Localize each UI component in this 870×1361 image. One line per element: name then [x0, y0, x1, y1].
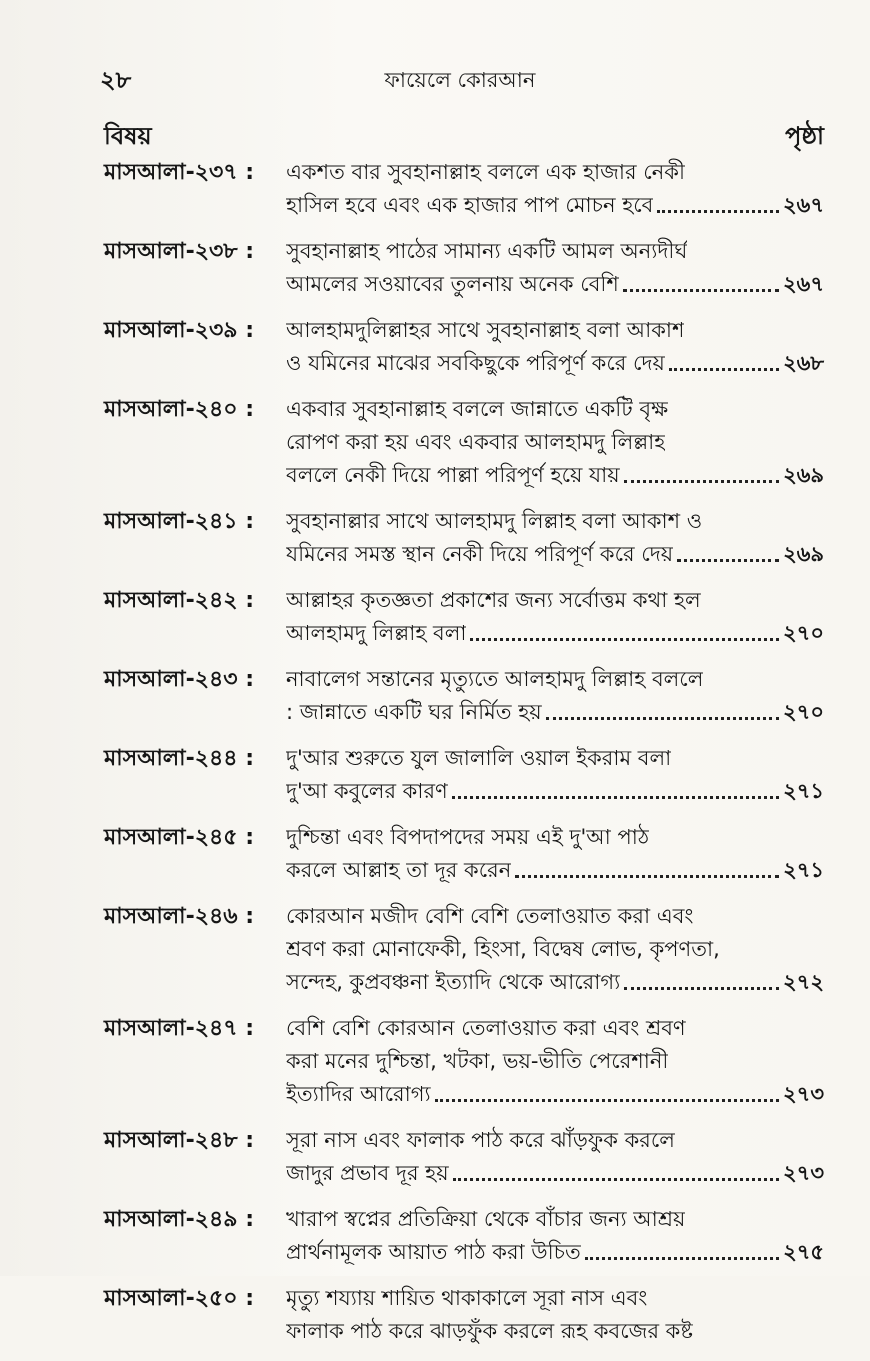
entry-line-text: দু'আ কবুলের কারণ: [286, 779, 448, 803]
entry-text: [286, 156, 824, 222]
entry-line: [286, 1282, 824, 1315]
entry-line: [286, 156, 824, 189]
toc-entry: [104, 742, 824, 808]
entry-text: [286, 1282, 824, 1348]
entry-line-text: সন্দেহ, কুপ্রবঞ্চনা ইত্যাদি থেকে আরোগ্য: [286, 970, 621, 994]
entry-line-text: : জান্নাতে একটি ঘর নির্মিত হয়: [286, 700, 542, 724]
entry-page-number: ২৭৩: [783, 1161, 824, 1185]
toc-entry: [104, 821, 824, 887]
dot-leader: [657, 189, 779, 222]
entry-line: [286, 1012, 824, 1045]
entry-line: [286, 584, 824, 617]
page-header: [100, 62, 820, 92]
entry-line-text: দু'আর শুরুতে যুল জালালি ওয়াল ইকরাম বলা: [286, 746, 672, 770]
entry-line-text: বললে নেকী দিয়ে পাল্লা পরিপূর্ণ হয়ে যায়: [286, 463, 620, 487]
dot-leader: [515, 854, 779, 887]
dot-leader: [435, 1078, 779, 1111]
entry-page-number: ২৬৭: [783, 272, 824, 296]
entry-page-number: ২৭২: [783, 970, 824, 994]
entry-line: [286, 933, 824, 966]
entry-line-text: দুশ্চিন্তা এবং বিপদাপদের সময় এই দু'আ পাঠ: [286, 825, 650, 849]
entry-line-text: আল্লাহর কৃতজ্ঞতা প্রকাশের জন্য সর্বোত্তম কথা হল: [286, 588, 701, 612]
toc-entry: [104, 314, 824, 380]
toc-entry: [104, 1012, 824, 1111]
entry-label: মাসআলা-২৪২ :: [104, 588, 255, 613]
entry-page-number: ২৭০: [783, 700, 824, 724]
entry-line-text: সুবহানাল্লাহ পাঠের সামান্য একটি আমল অন্যদীর্ঘ: [286, 239, 688, 263]
entry-line: [286, 1203, 824, 1236]
toc-entry: [104, 584, 824, 650]
toc-entry: [104, 505, 824, 571]
entry-line-text: ইত্যাদির আরোগ্য: [286, 1082, 431, 1106]
entry-label: মাসআলা-২৪৪ :: [104, 746, 255, 771]
entry-line: [286, 900, 824, 933]
entry-line-text: আলহামদু লিল্লাহ বলা: [286, 621, 467, 645]
entry-line: [286, 663, 824, 696]
subject-heading: বিষয়: [104, 122, 152, 150]
entry-line: [286, 459, 824, 492]
dot-leader: [470, 617, 779, 650]
entry-line: [286, 1124, 824, 1157]
entry-line-text: হাসিল হবে এবং এক হাজার পাপ মোচন হবে: [286, 193, 654, 217]
entry-line-text: কোরআন মজীদ বেশি বেশি তেলাওয়াত করা এবং: [286, 904, 694, 928]
entry-text: [286, 1124, 824, 1190]
entry-line-text: ফালাক পাঠ করে ঝাড়ফুঁক করলে রূহ কবজের কষ্ট: [286, 1319, 693, 1343]
entry-line-text: সূরা নাস এবং ফালাক পাঠ করে ঝাঁড়ফুক করলে: [286, 1128, 675, 1152]
entry-label: মাসআলা-২৪৬ :: [104, 904, 255, 929]
entry-page-number: ২৬৯: [783, 463, 824, 487]
toc-entry: [104, 1203, 824, 1269]
entry-page-number: ২৭০: [783, 621, 824, 645]
entry-line: [286, 538, 824, 571]
entry-page-number: ২৬৯: [783, 542, 824, 566]
entry-line-text: নাবালেগ সন্তানের মৃত্যুতে আলহামদু লিল্লাহ বললে: [286, 667, 704, 691]
entry-line-text: খারাপ স্বপ্নের প্রতিক্রিয়া থেকে বাঁচার জন্য আশ্রয়: [286, 1207, 686, 1231]
entry-line-text: যমিনের সমস্ত স্থান নেকী দিয়ে পরিপূর্ণ করে দেয়: [286, 542, 674, 566]
entry-line-text: রোপণ করা হয় এবং একবার আলহামদু লিল্লাহ: [286, 430, 666, 454]
entry-page-number: ২৬৭: [783, 193, 824, 217]
entry-line: [286, 314, 824, 347]
entry-label: মাসআলা-২৪৩ :: [104, 667, 255, 692]
entry-text: [286, 900, 824, 999]
entry-text: [286, 505, 824, 571]
entry-label: মাসআলা-২৪৮ :: [104, 1128, 255, 1153]
entry-line-text: করা মনের দুশ্চিন্তা, খটকা, ভয়-ভীতি পেরেশানী: [286, 1049, 669, 1073]
dot-leader: [624, 966, 779, 999]
entry-line: [286, 393, 824, 426]
entry-label: মাসআলা-২৪৫ :: [104, 825, 255, 850]
entry-line: [286, 268, 824, 301]
entry-text: [286, 584, 824, 650]
entry-page-number: ২৬৮: [783, 351, 824, 375]
toc-entry: [104, 235, 824, 301]
entry-text: [286, 393, 824, 492]
entry-text: [286, 742, 824, 808]
entry-line-text: আমলের সওয়াবের তুলনায় অনেক বেশি: [286, 272, 619, 296]
toc-entry: [104, 900, 824, 999]
entry-label: মাসআলা-২৩৮ :: [104, 239, 255, 264]
entry-line-text: করলে আল্লাহ তা দূর করেন: [286, 858, 512, 882]
entry-page-number: ২৭৫: [783, 1240, 824, 1264]
entry-label: মাসআলা-২৫০ :: [104, 1286, 255, 1311]
entry-text: [286, 1203, 824, 1269]
entry-line-text: বেশি বেশি কোরআন তেলাওয়াত করা এবং শ্রবণ: [286, 1016, 686, 1040]
dot-leader: [624, 459, 779, 492]
entry-line-text: সুবহানাল্লার সাথে আলহামদু লিল্লাহ বলা আকাশ ও: [286, 509, 703, 533]
entry-text: [286, 314, 824, 380]
entry-text: [286, 821, 824, 887]
entry-line-text: জাদুর প্রভাব দূর হয়: [286, 1161, 449, 1185]
entry-line: [286, 1157, 824, 1190]
entry-label: মাসআলা-২৪৯ :: [104, 1207, 255, 1232]
toc-entry: [104, 1282, 824, 1348]
entry-line: [286, 505, 824, 538]
entry-label: মাসআলা-২৩৯ :: [104, 318, 255, 343]
entry-line: [286, 426, 824, 459]
toc-entry: [104, 1124, 824, 1190]
dot-leader: [452, 775, 779, 808]
entry-line-text: প্রার্থনামূলক আয়াত পাঠ করা উচিত: [286, 1240, 581, 1264]
dot-leader: [669, 347, 779, 380]
entry-line-text: ও যমিনের মাঝের সবকিছুকে পরিপূর্ণ করে দেয়: [286, 351, 665, 375]
page-number: ২৮: [100, 66, 132, 94]
toc-entry: [104, 393, 824, 492]
entry-line: [286, 347, 824, 380]
entry-label: মাসআলা-২৪০ :: [104, 397, 255, 422]
entry-line: [286, 854, 824, 887]
entry-page-number: ২৭১: [783, 858, 824, 882]
entry-line-text: মৃত্যু শয্যায় শায়িত থাকাকালে সূরা নাস এবং: [286, 1286, 648, 1310]
entry-line: [286, 775, 824, 808]
dot-leader: [677, 538, 779, 571]
entry-text: [286, 235, 824, 301]
entry-line-text: আলহামদুলিল্লাহর সাথে সুবহানাল্লাহ বলা আকাশ: [286, 318, 685, 342]
entry-label: মাসআলা-২৪৭ :: [104, 1016, 255, 1041]
page-heading: পৃষ্ঠা: [785, 122, 824, 150]
entry-line-text: একশত বার সুবহানাল্লাহ বললে এক হাজার নেকী: [286, 160, 685, 184]
dot-leader: [453, 1157, 779, 1190]
entry-label: মাসআলা-২৪১ :: [104, 509, 255, 534]
entry-line: [286, 1045, 824, 1078]
dot-leader: [546, 696, 779, 729]
entry-line: [286, 966, 824, 999]
running-title: ফায়েলে কোরআন: [384, 68, 536, 92]
entry-line: [286, 696, 824, 729]
entry-line: [286, 1236, 824, 1269]
toc-entry: [104, 156, 824, 222]
entry-line: [286, 617, 824, 650]
entry-line: [286, 1078, 824, 1111]
entry-page-number: ২৭৩: [783, 1082, 824, 1106]
toc-entry: [104, 663, 824, 729]
entry-line-text: একবার সুবহানাল্লাহ বললে জান্নাতে একটি বৃক্ষ: [286, 397, 669, 421]
entry-text: [286, 663, 824, 729]
entry-line: [286, 189, 824, 222]
entry-line-text: শ্রবণ করা মোনাফেকী, হিংসা, বিদ্বেষ লোভ, কৃপণতা,: [286, 937, 720, 961]
entry-line: [286, 1315, 824, 1348]
entry-label: মাসআলা-২৩৭ :: [104, 160, 255, 185]
entry-line: [286, 821, 824, 854]
dot-leader: [585, 1236, 779, 1269]
column-headings: [104, 118, 824, 152]
entry-line: [286, 742, 824, 775]
toc-entries: [104, 156, 824, 1361]
dot-leader: [623, 268, 779, 301]
entry-line: [286, 235, 824, 268]
entry-text: [286, 1012, 824, 1111]
entry-page-number: ২৭১: [783, 779, 824, 803]
